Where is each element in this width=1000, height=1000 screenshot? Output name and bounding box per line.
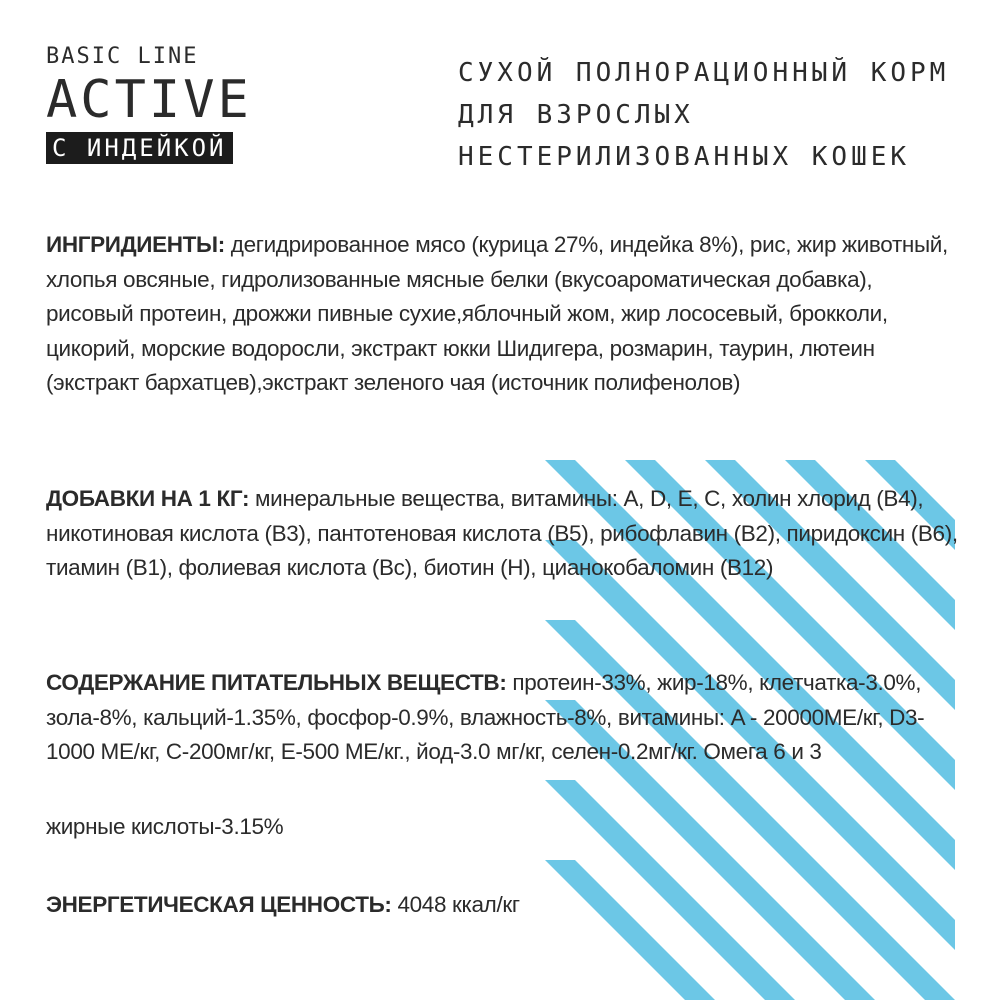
energy-text: 4048 ккал/кг <box>391 892 520 917</box>
energy-section <box>46 888 961 923</box>
additives-label: ДОБАВКИ НА 1 КГ: <box>46 486 250 511</box>
additives-text: минеральные вещества, витамины: A, D, E, C, холин хлорид (B4), никотиновая кислота (B3), пантотеновая кислота (B5), рибофлавин (B2), пиридоксин (B6), тиамин (B1), фолиевая кислота (Bc), биотин (H), цианокобаломин (B12) <box>46 486 958 580</box>
nutrients-text: протеин-33%, жир-18%, клетчатка-3.0%, зола-8%, кальций-1.35%, фосфор-0.9%, влажность-8%, витамины: A - 20000МЕ/кг, D3-1000 МЕ/кг, C-200мг/кг, E-500 МЕ/кг., йод-3.0 мг/кг, селен-0.2мг/кг. Омега 6 и 3 <box>46 670 925 764</box>
product-headline <box>458 52 949 178</box>
nutrients-extra: жирные кислоты-3.15% <box>46 814 284 839</box>
stripe <box>545 860 715 1000</box>
brand-line: BASIC LINE <box>46 44 199 69</box>
flavor-tag: С ИНДЕЙКОЙ <box>46 132 233 164</box>
brand-block <box>46 44 252 164</box>
additives-section <box>46 482 961 586</box>
ingredients-section <box>46 228 961 401</box>
nutrients-label: СОДЕРЖАНИЕ ПИТАТЕЛЬНЫХ ВЕЩЕСТВ: <box>46 670 507 695</box>
brand-title: ACTIVE <box>46 70 252 130</box>
ingredients-text: дегидрированное мясо (курица 27%, индейка 8%), рис, жир животный, хлопья овсяные, гидролизованные мясные белки (вкусоароматическая добавка), рисовый протеин, дрожжи пивные сухие,яблочный жом, жир лососевый, брокколи, цикорий, морские водоросли, экстракт юкки Шидигера, розмарин, таурин, лютеин (экстракт бархатцев),экстракт зеленого чая (источник полифенолов) <box>46 232 948 395</box>
ingredients-label: ИНГРИДИЕНТЫ: <box>46 232 225 257</box>
energy-label: ЭНЕРГЕТИЧЕСКАЯ ЦЕННОСТЬ: <box>46 892 392 917</box>
headline-line: СУХОЙ ПОЛНОРАЦИОННЫЙ КОРМ <box>458 58 950 88</box>
headline-line: НЕСТЕРИЛИЗОВАННЫХ КОШЕК <box>458 142 911 172</box>
headline-line: ДЛЯ ВЗРОСЛЫХ <box>458 100 694 130</box>
nutrients-section <box>46 666 961 770</box>
